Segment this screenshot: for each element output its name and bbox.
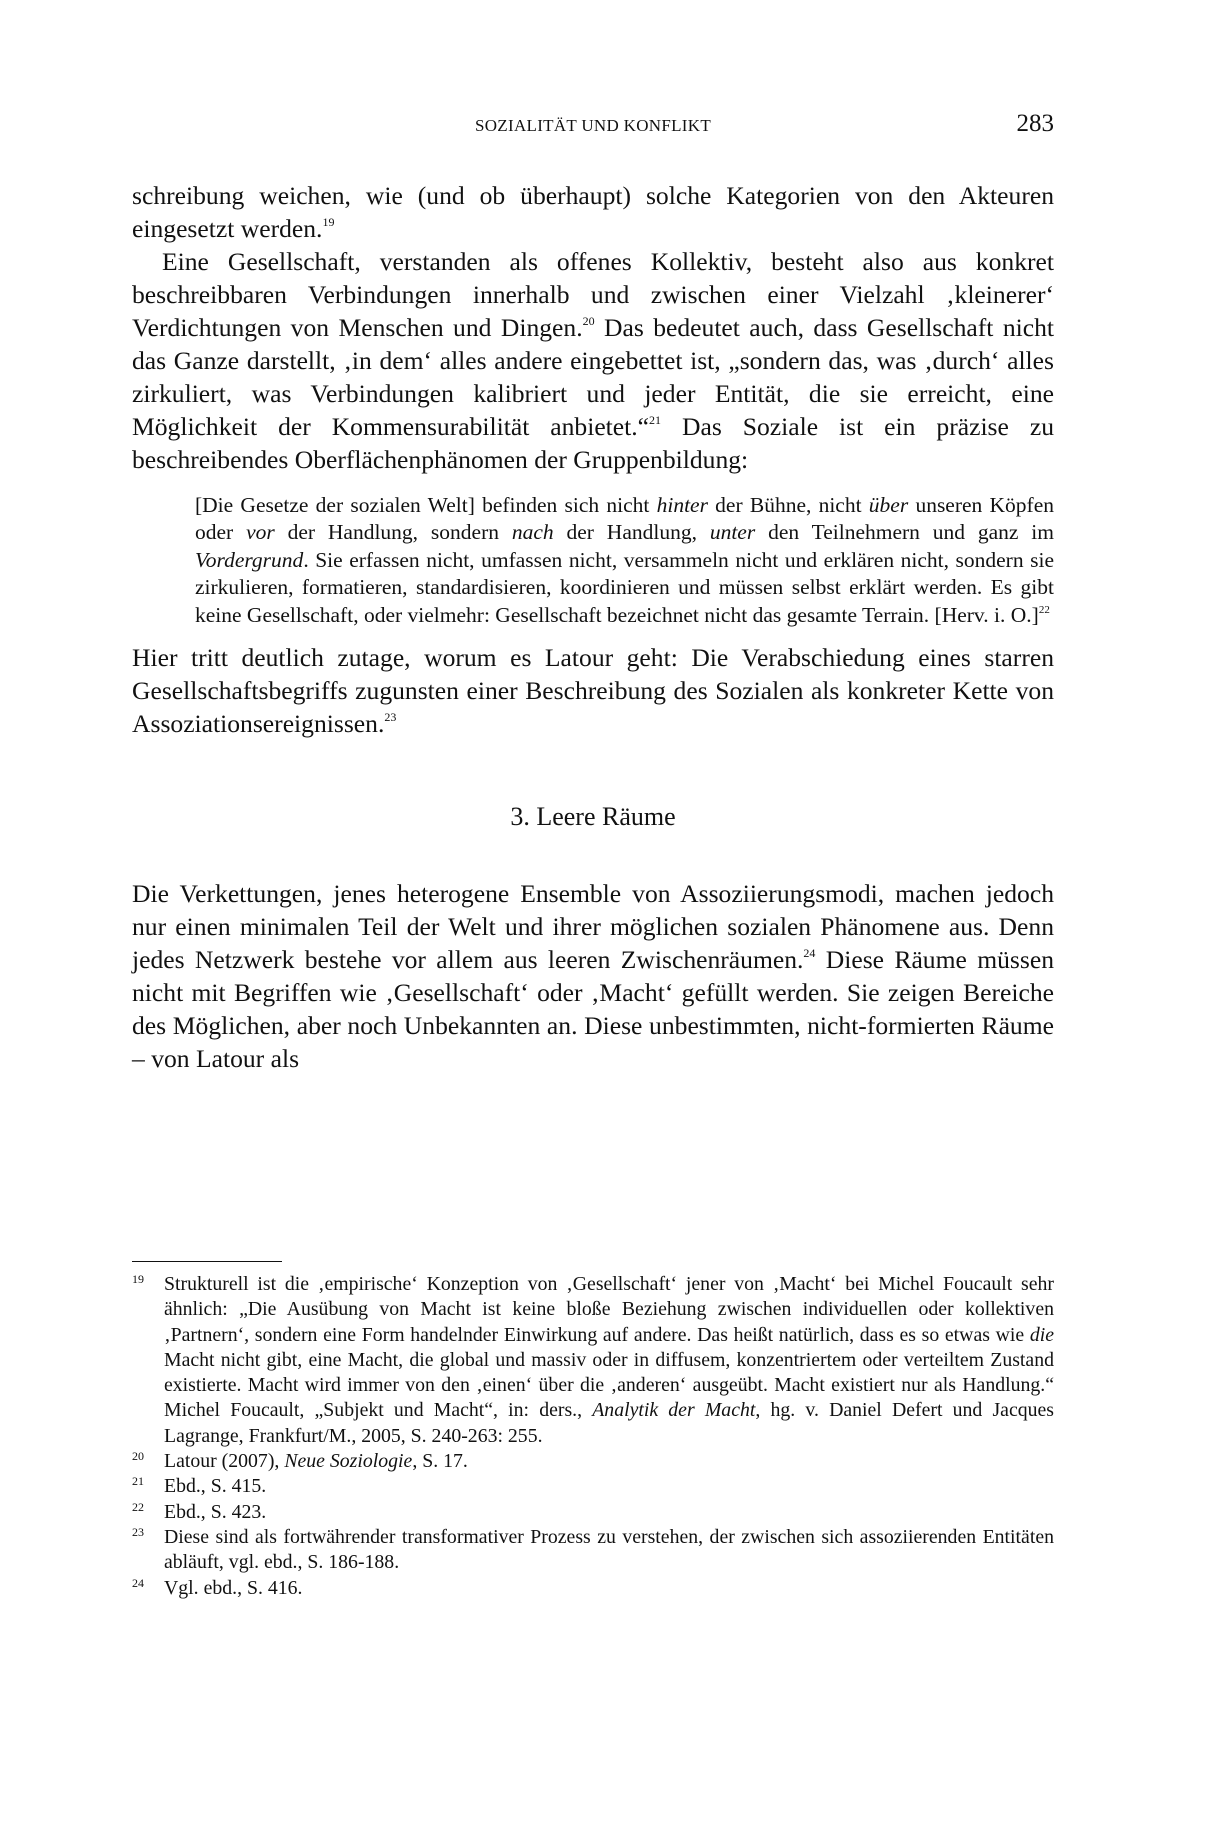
quote-text: der Handlung, sondern (274, 520, 512, 545)
running-title: SOZIALITÄT UND KONFLIKT (474, 116, 712, 135)
quote-emphasis: nach (511, 520, 554, 545)
footnote-emphasis: die (1029, 1323, 1054, 1346)
footnote-text: Vgl. ebd., S. 416. (164, 1576, 303, 1599)
paragraph-text: schreibung weichen, wie (und ob überhaupt) solche Kategorien von den Akteuren eingesetzt werden. (132, 181, 1054, 243)
footnote-divider (132, 1261, 282, 1262)
footnote (132, 1500, 1054, 1525)
quote-text: unseren Köpfen oder (195, 493, 1055, 545)
footnote-ref[interactable]: 21 (649, 413, 662, 427)
quote-emphasis: unter (709, 520, 756, 545)
section-heading: 3. Leere Räume (510, 802, 676, 832)
quote-emphasis: hinter (656, 493, 708, 517)
paragraph-text: Das Soziale ist ein präzise zu beschreibendes Oberflächenphänomen der Gruppenbildung: (132, 412, 1054, 474)
footnote (132, 1525, 1054, 1576)
footnote-emphasis: Analytik der Macht (592, 1399, 756, 1422)
paragraph-2 (132, 245, 1054, 476)
footnote-ref[interactable]: 22 (1038, 603, 1050, 616)
footnote-ref[interactable]: 20 (582, 314, 595, 328)
footnote-number: 23 (132, 1524, 144, 1539)
quote-text: der Handlung, (553, 520, 710, 545)
footnote-number: 19 (132, 1272, 144, 1286)
footnote-number: 24 (132, 1575, 144, 1590)
footnote-text: Strukturell ist die ‚empirische‘ Konzeption von ‚Gesellschaft‘ jener von ‚Macht‘ bei Michel Foucault sehr ähnlich: „Die Ausübung von Macht ist keine bloße Beziehung zwischen individuellen oder kollektiven ‚Partnern‘, sondern eine Form handelnder Einwirkung auf andere. Das heißt natürlich, dass es so etwas wie (164, 1273, 1054, 1346)
paragraph-1 (132, 179, 1054, 245)
footnote-text: , S. 17. (412, 1450, 468, 1473)
paragraph-4 (132, 877, 1054, 1075)
paragraph-text: Eine Gesellschaft, verstanden als offenes Kollektiv, besteht also aus konkret beschreibbaren Verbindungen innerhalb und zwischen einer Vielzahl ‚kleinerer‘ Verdichtungen von Menschen und Dingen. (132, 247, 1054, 342)
quote-text: der Bühne, nicht (707, 493, 869, 517)
paragraph-text: Diese Räume müssen nicht mit Begriffen wie ‚Gesellschaft‘ oder ‚Macht‘ gefüllt werden. Sie zeigen Bereiche des Möglichen, aber noch Unbekannten an. Diese unbestimmten, nicht-formierten Räume – von Latour als (132, 945, 1054, 1074)
footnote (132, 1272, 1054, 1449)
quote-emphasis: über (868, 493, 909, 517)
footnote-text: , hg. v. Daniel Defert und Jacques Lagrange, Frankfurt/M., 2005, S. 240-263: 255. (164, 1399, 1054, 1447)
footnote-ref[interactable]: 24 (803, 946, 816, 961)
footnotes (132, 1272, 1054, 1601)
footnote (132, 1474, 1054, 1499)
footnote-number: 22 (132, 1499, 144, 1514)
body-text (132, 179, 1054, 1075)
footnote-text: Diese sind als fortwährender transformativer Prozess zu verstehen, der zwischen sich assoziierenden Entitäten abläuft, vgl. ebd., S. 186-188. (164, 1525, 1054, 1574)
paragraph-3 (132, 641, 1054, 740)
footnote-text: Latour (2007), (164, 1450, 285, 1473)
running-head (132, 110, 1054, 140)
footnote-text: Ebd., S. 415. (164, 1475, 267, 1498)
footnote (132, 1576, 1054, 1601)
quote-text: [Die Gesetze der sozialen Welt] befinden sich nicht (195, 493, 657, 517)
paragraph-text: Die Verkettungen, jenes heterogene Ensemble von Assoziierungsmodi, machen jedoch nur einen minimalen Teil der Welt und ihrer möglichen sozialen Phänomene aus. Denn jedes Netzwerk bestehe vor allem aus leeren Zwischenräumen. (132, 879, 1054, 975)
footnote-emphasis: Neue Soziologie (284, 1450, 413, 1473)
footnote (132, 1449, 1054, 1474)
quote-emphasis: vor (246, 520, 275, 545)
quote-text: . Sie erfassen nicht, umfassen nicht, versammeln nicht und erklären nicht, sondern sie zirkulieren, formatieren, standardisieren, koordinieren und müssen selbst erklärt werden. Es gibt keine Gesellschaft, oder vielmehr: Gesellschaft bezeichnet nicht das gesamte Terrain. [Herv. i. O.] (195, 547, 1054, 627)
quote-emphasis: Vordergrund (195, 547, 304, 572)
page-number: 283 (1016, 110, 1054, 137)
footnote-number: 20 (132, 1449, 144, 1464)
paragraph-text: Das bedeutet auch, dass Gesellschaft nicht das Ganze darstellt, ‚in dem‘ alles andere eingebettet ist, „sondern das, was ‚durch‘ alles zirkuliert, was Verbindungen kalibriert und jeder Entität, die sie erreicht, eine Möglichkeit der Kommensurabilität anbietet.“ (132, 313, 1054, 441)
paragraph-text: Hier tritt deutlich zutage, worum es Latour geht: Die Verabschiedung eines starren Gesellschaftsbegriffs zugunsten einer Beschreibung des Sozialen als konkreter Kette von Assoziationsereignissen. (132, 643, 1054, 739)
footnote-text: Ebd., S. 423. (164, 1500, 267, 1523)
footnote-text: Macht nicht gibt, eine Macht, die global und massiv oder in diffusem, konzentriertem oder verteiltem Zustand existierte. Macht wird immer von den ‚einen‘ über die ‚anderen‘ ausgeübt. Macht existiert nur als Handlung.“ Michel Foucault, „Subjekt und Macht“, in: ders., (164, 1348, 1054, 1422)
quote-text: den Teilnehmern und ganz im (755, 520, 1055, 545)
footnote-number: 21 (132, 1474, 144, 1489)
footnote-ref[interactable]: 19 (322, 215, 335, 229)
footnote-ref[interactable]: 23 (384, 710, 397, 725)
block-quote (195, 492, 1054, 629)
